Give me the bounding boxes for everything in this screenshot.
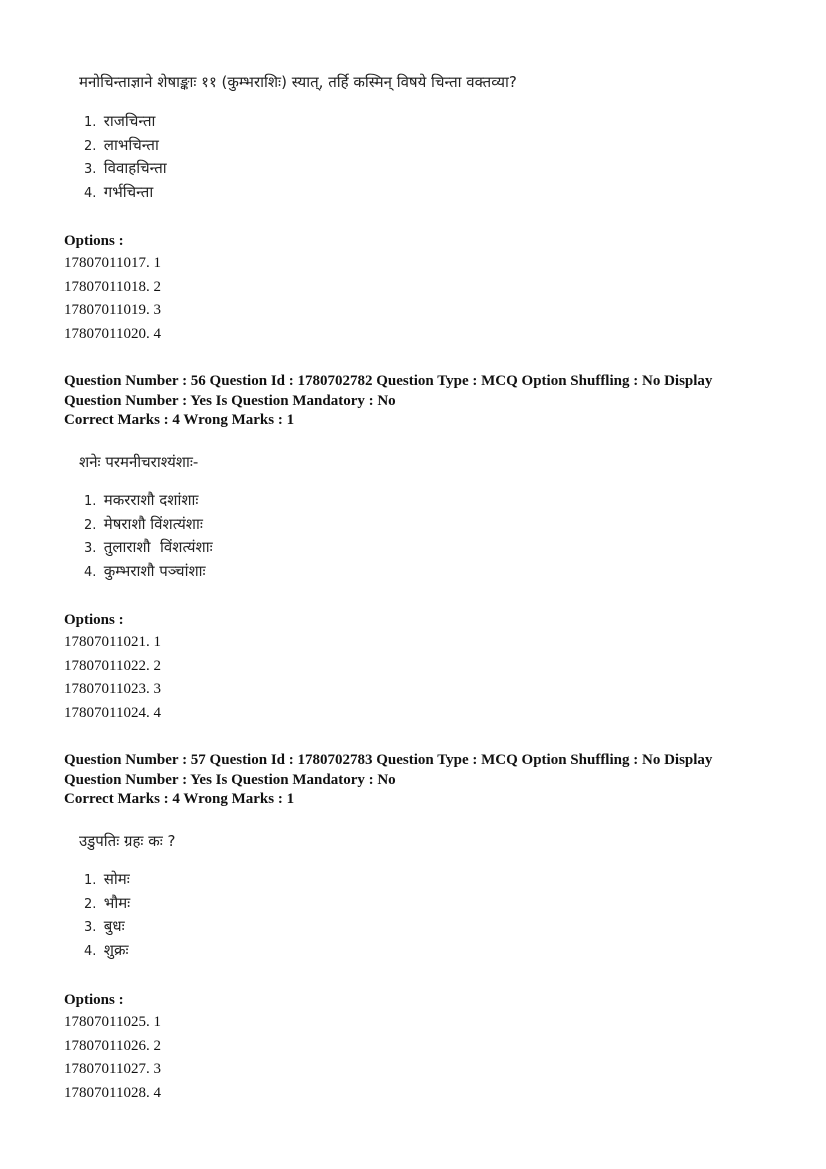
option-row: 17807011022. 2: [64, 657, 161, 674]
question-55-choices: [84, 110, 167, 204]
choice-item: 1. राजचिन्ता: [84, 112, 156, 130]
question-55-options: [64, 230, 161, 346]
options-label: Options :: [64, 233, 124, 249]
choice-item: 3. विवाहचिन्ता: [84, 159, 167, 177]
question-56-meta: [64, 372, 712, 431]
question-57-choices: [84, 868, 130, 962]
question-57-options: [64, 989, 161, 1105]
question-marks-line: Correct Marks : 4 Wrong Marks : 1: [64, 791, 295, 807]
question-marks-line: Correct Marks : 4 Wrong Marks : 1: [64, 412, 295, 428]
question-56-text: शनेः परमनीचराश्यंशाः-: [79, 453, 199, 471]
choice-item: 1. सोमः: [84, 870, 130, 888]
question-55-text: मनोचिन्ताज्ञाने शेषाङ्काः ११ (कुम्भराशिः) स्यात्, तर्हि कस्मिन् विषये चिन्ता वक्तव्या?: [79, 73, 517, 91]
option-row: 17807011017. 1: [64, 255, 161, 271]
option-row: 17807011027. 3: [64, 1061, 161, 1077]
option-row: 17807011025. 1: [64, 1014, 161, 1030]
option-row: 17807011019. 3: [64, 302, 161, 318]
option-row: 17807011026. 2: [64, 1037, 161, 1054]
option-row: 17807011020. 4: [64, 325, 161, 342]
choice-item: 4. शुक्रः: [84, 940, 129, 959]
choice-item: 1. मकरराशौ दशांशाः: [84, 491, 199, 509]
question-meta-line: Question Number : Yes Is Question Mandatory : No: [64, 392, 396, 409]
question-57-meta: [64, 751, 712, 810]
choice-item: 2. लाभचिन्ता: [84, 135, 159, 154]
choice-item: 4. गर्भचिन्ता: [84, 182, 154, 201]
question-meta-line: Question Number : 57 Question Id : 1780702783 Question Type : MCQ Option Shuffling : No Display: [64, 752, 713, 768]
question-56-options: [64, 609, 161, 725]
choice-item: 3. तुलाराशौ विंशत्यंशाः: [84, 538, 213, 556]
choice-item: 4. कुम्भराशौ पञ्चांशाः: [84, 561, 206, 580]
question-meta-line: Question Number : Yes Is Question Mandatory : No: [64, 771, 396, 788]
question-56-choices: [84, 489, 213, 583]
option-row: 17807011024. 4: [64, 704, 161, 721]
options-label: Options :: [64, 612, 124, 628]
question-57-text: उडुपतिः ग्रहः कः ?: [79, 832, 176, 850]
choice-item: 2. मेषराशौ विंशत्यंशाः: [84, 514, 203, 533]
option-row: 17807011023. 3: [64, 681, 161, 697]
choice-item: 3. बुधः: [84, 917, 125, 935]
option-row: 17807011021. 1: [64, 634, 161, 650]
question-meta-line: Question Number : 56 Question Id : 1780702782 Question Type : MCQ Option Shuffling : No Display: [64, 373, 713, 389]
option-row: 17807011018. 2: [64, 278, 161, 295]
choice-item: 2. भौमः: [84, 893, 131, 912]
options-label: Options :: [64, 992, 124, 1008]
option-row: 17807011028. 4: [64, 1084, 161, 1101]
